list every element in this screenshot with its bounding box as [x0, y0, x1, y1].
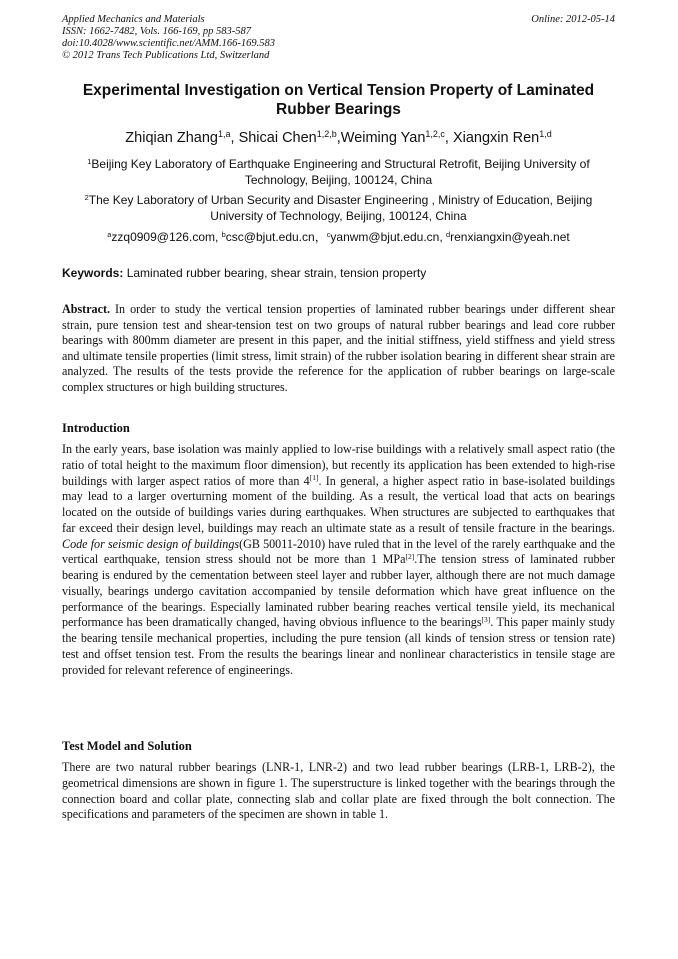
email-list [62, 229, 615, 245]
intro-text: . In general, a higher aspect ratio in base-isolated buildings may lead to a larger overturning moment of the building. As a result, the vertical load that acts on bearings located on the outside of buildings varies during earthquakes. When structures are subjected to earthquakes that far exceed their design level, buildings may reach an ultimate state as a result of tensile fracture in the bearings. [62, 473, 615, 535]
keywords [62, 265, 615, 281]
author-name: Zhiqian Zhang [125, 130, 218, 146]
test-model-heading: Test Model and Solution [62, 739, 192, 753]
online-date: Online: 2012-05-14 [531, 14, 615, 25]
email-link[interactable]: yanwm@bjut.edu.cn, [330, 230, 446, 244]
citation[interactable]: [1] [309, 473, 319, 483]
author-sup: 1,a [218, 129, 231, 140]
email-sup: c [326, 229, 331, 239]
email-link[interactable]: renxiangxin@yeah.net [450, 230, 570, 244]
journal-header [62, 14, 615, 62]
keywords-text: Laminated rubber bearing, shear strain, tension property [123, 266, 427, 280]
author-name: Shicai Chen [238, 130, 317, 146]
author-sep: , [230, 130, 239, 146]
abstract-label: Abstract. [62, 302, 111, 316]
author-sep: , [444, 130, 453, 146]
journal-name: Applied Mechanics and Materials [62, 14, 205, 25]
affiliation-sup: 1 [87, 156, 92, 166]
introduction-heading: Introduction [62, 421, 130, 435]
author-sup: 1,2,c [425, 129, 445, 140]
abstract [62, 302, 615, 396]
affiliation-1 [62, 156, 615, 188]
email-sup: a [107, 229, 112, 239]
keywords-label: Keywords: [62, 266, 124, 280]
author-sup: 1,d [539, 129, 552, 140]
author-sep: , [336, 130, 341, 146]
citation[interactable]: [2] [405, 552, 415, 562]
author-name: Xiangxin Ren [452, 130, 540, 146]
test-model-paragraph: There are two natural rubber bearings (LNR-1, LNR-2) and two lead rubber bearings (LRB-1, LRB-2), the geometrical dimensions are shown in figure 1. The superstructure is linked together with the bearings through the connection board and collar plate, connecting slab and collar plate are fixed through the bolt connection. The specifications and parameters of the specimen are shown in table 1. [62, 760, 615, 822]
issn-line: ISSN: 1662-7482, Vols. 166-169, pp 583-587 [62, 26, 251, 37]
author-name: Weiming Yan [340, 130, 426, 146]
email-link[interactable]: zzq0909@126.com, [111, 230, 222, 244]
introduction-paragraph [62, 442, 615, 678]
intro-text: . This paper mainly study the bearing tensile mechanical properties, including the pure tension (all kinds of tension stress or tension rate) test and offset tension test. From the results the bearings linear and nonlinear characteristics in tensile stage are provided for relevant reference of engineerings. [62, 615, 615, 677]
copyright-line: © 2012 Trans Tech Publications Ltd, Switzerland [62, 50, 270, 61]
paper-title: Experimental Investigation on Vertical Tension Property of Laminated Rubber Bearings [82, 82, 595, 118]
author-sup: 1,2,b [316, 129, 337, 140]
intro-text: (GB 50011-2010) have ruled that in the level of the rarely earthquake and the vertical earthquake, tension stress should not be more than 1 MPa [62, 536, 615, 567]
code-title: Code for seismic design of buildings [62, 536, 240, 551]
affiliation-text: Beijing Key Laboratory of Earthquake Engineering and Structural Retrofit, Beijing University of Technology, Beijing, 100124, China [91, 157, 590, 187]
affiliation-text: The Key Laboratory of Urban Security and Disaster Engineering , Ministry of Education, Beijing University of Technology, Beijing, 100124, China [88, 193, 593, 223]
citation[interactable]: [3] [481, 615, 491, 625]
intro-text: In the early years, base isolation was mainly applied to low-rise buildings with a relatively small aspect ratio (the ratio of total height to the maximum floor dimension), but recently its application has been extended to high-rise buildings with larger aspect ratios of more than 4 [62, 442, 615, 488]
affiliation-sup: 2 [84, 192, 89, 202]
email-link[interactable]: csc@bjut.edu.cn， [225, 230, 327, 244]
affiliation-2 [62, 192, 615, 224]
doi-line: doi:10.4028/www.scientific.net/AMM.166-169.583 [62, 38, 275, 49]
email-sup: d [446, 229, 451, 239]
intro-text: .The tension stress of laminated rubber bearing is endured by the cementation between steel layer and rubber layer, although there are not much damage visually, bearings undergo cavitation accompanied by tensile deformation which have great influence on the performance of the bearings. Especially laminated rubber bearing reaches vertical tensile yield, its mechanical performance has been dramatically changed, having obvious influence to the bearings [62, 552, 615, 630]
abstract-text: In order to study the vertical tension properties of laminated rubber bearings under different shear strain, pure tension test and shear-tension test on two groups of natural rubber bearings and lead core rubber bearings with 800mm diameter are present in this paper, and the initial stiffness, yield stiffness and yield stress and ultimate tensile properties (limit stress, limit strain) of the rubber isolation bearing in different shear strain are analyzed. The results of the tests provide the reference for the application of rubber bearings on large-scale complex structures or high building structures. [62, 302, 615, 394]
email-sup: b [221, 229, 226, 239]
author-list [62, 129, 615, 147]
